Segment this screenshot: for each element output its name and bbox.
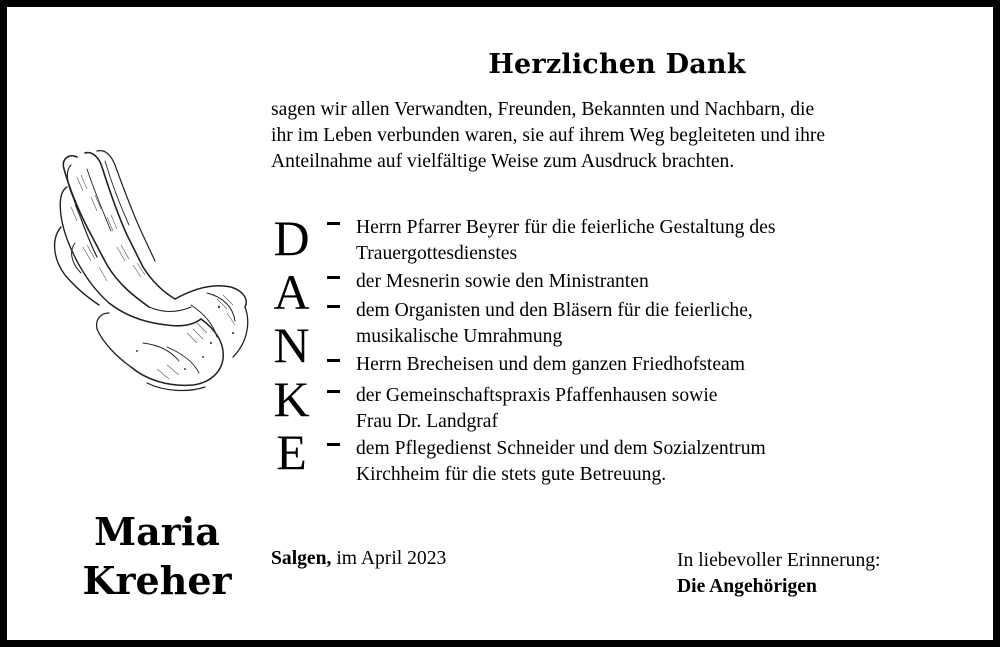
deceased-last-name: Kreher [82,558,232,603]
praying-hands-icon [47,147,252,397]
dash-bullet [327,222,340,225]
list-item-line: Herrn Pfarrer Beyrer für die feierliche Gestaltung des [356,217,776,238]
dash-bullet [327,443,340,446]
dash-bullet [327,305,340,308]
list-item-text [356,383,717,435]
intro-line: Anteilnahme auf vielfältige Weise zum Ausdruck brachten. [271,151,735,172]
place-date [271,548,446,570]
list-item-text [356,215,775,267]
danke-letters [269,212,314,480]
intro-line: sagen wir allen Verwandten, Freunden, Bekannten und Nachbarn, die [271,99,815,120]
intro-text [271,97,971,175]
list-item-line: Herrn Brecheisen und dem ganzen Friedhofsteam [356,354,746,375]
deceased-name [67,507,247,605]
list-item-text [356,269,649,295]
notice-title: Herzlichen Dank [488,49,746,80]
list-item-line: dem Pflegedienst Schneider und dem Sozialzentrum [356,438,766,459]
list-item-text [356,352,745,378]
danke-letter: K [273,370,310,427]
danke-letter: D [273,210,310,266]
list-item-line: Kirchheim für die stets gute Betreuung. [356,464,667,485]
dash-bullet [327,390,340,393]
list-item-text [356,436,766,488]
list-item-text [356,298,753,350]
intro-line: ihr im Leben verbunden waren, sie auf ihrem Weg begleiteten und ihre [271,125,826,146]
danke-letter: N [273,317,310,373]
list-item-line: Frau Dr. Landgraf [356,411,499,432]
date: im April 2023 [336,548,447,569]
place: Salgen, [271,548,332,569]
list-item-line: musikalische Umrahmung [356,326,563,347]
danke-letter: E [276,424,307,480]
dash-bullet [327,276,340,279]
closing-line: In liebevoller Erinnerung: [677,550,881,571]
list-item-line: dem Organisten und den Bläsern für die feierliche, [356,300,753,321]
list-item-line: Trauergottesdienstes [356,243,518,264]
danke-letter: A [273,263,310,320]
deceased-first-name: Maria [94,509,220,554]
dash-bullet [327,359,340,362]
signature: Die Angehörigen [677,576,817,597]
list-item-line: der Mesnerin sowie den Ministranten [356,271,649,292]
closing [677,548,881,600]
list-item-line: der Gemeinschaftspraxis Pfaffenhausen sowie [356,385,718,406]
